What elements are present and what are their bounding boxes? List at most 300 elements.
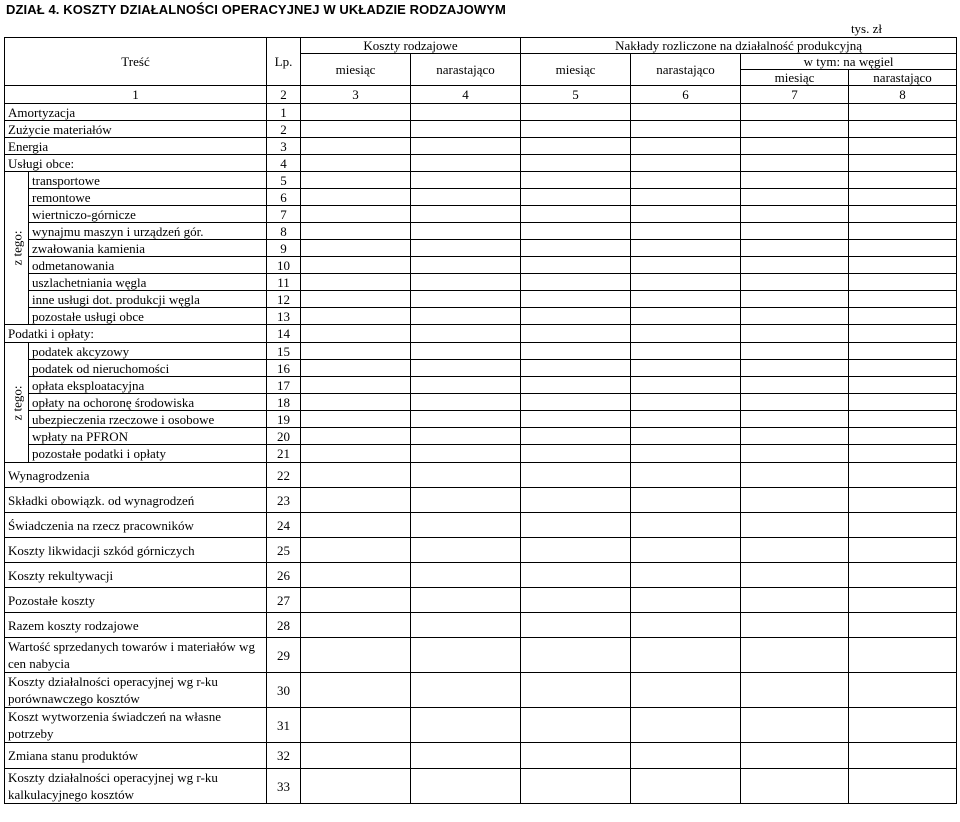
row-lp: 32 [267, 743, 301, 769]
value-cell[interactable] [741, 291, 849, 308]
row-lp: 23 [267, 488, 301, 513]
costs-table [4, 37, 957, 804]
value-cell[interactable] [631, 138, 741, 155]
table-row [5, 104, 957, 121]
value-cell[interactable] [741, 308, 849, 325]
value-cell[interactable] [741, 377, 849, 394]
value-cell[interactable] [849, 743, 957, 769]
row-lp: 13 [267, 308, 301, 325]
value-cell[interactable] [741, 155, 849, 172]
value-cell[interactable] [411, 257, 521, 274]
value-cell[interactable] [521, 463, 631, 488]
value-cell[interactable] [849, 240, 957, 257]
value-cell[interactable] [631, 377, 741, 394]
table-row [5, 257, 957, 274]
row-label: transportowe [29, 172, 267, 189]
value-cell[interactable] [411, 206, 521, 223]
row-lp: 5 [267, 172, 301, 189]
value-cell[interactable] [849, 138, 957, 155]
value-cell[interactable] [741, 189, 849, 206]
header-naklady: Nakłady rozliczone na działalność produkcyjną [521, 38, 957, 54]
value-cell[interactable] [411, 343, 521, 360]
col-number: 5 [521, 86, 631, 104]
col-number: 6 [631, 86, 741, 104]
value-cell[interactable] [849, 538, 957, 563]
row-label: wynajmu maszyn i urządzeń gór. [29, 223, 267, 240]
value-cell[interactable] [741, 588, 849, 613]
value-cell[interactable] [301, 673, 411, 708]
value-cell[interactable] [411, 138, 521, 155]
value-cell[interactable] [411, 360, 521, 377]
value-cell[interactable] [741, 206, 849, 223]
value-cell[interactable] [521, 206, 631, 223]
value-cell[interactable] [521, 613, 631, 638]
value-cell[interactable] [631, 343, 741, 360]
value-cell[interactable] [741, 708, 849, 743]
col-number: 8 [849, 86, 957, 104]
value-cell[interactable] [521, 445, 631, 463]
value-cell[interactable] [521, 513, 631, 538]
value-cell[interactable] [741, 638, 849, 673]
value-cell[interactable] [301, 613, 411, 638]
value-cell[interactable] [521, 538, 631, 563]
value-cell[interactable] [301, 343, 411, 360]
row-label: inne usługi dot. produkcji węgla [29, 291, 267, 308]
col-number: 3 [301, 86, 411, 104]
value-cell[interactable] [301, 223, 411, 240]
value-cell[interactable] [849, 394, 957, 411]
value-cell[interactable] [411, 155, 521, 172]
value-cell[interactable] [301, 488, 411, 513]
table-row [5, 206, 957, 223]
value-cell[interactable] [301, 513, 411, 538]
table-row [5, 463, 957, 488]
value-cell[interactable] [411, 104, 521, 121]
value-cell[interactable] [631, 428, 741, 445]
table-row [5, 325, 957, 343]
value-cell[interactable] [301, 377, 411, 394]
value-cell[interactable] [301, 538, 411, 563]
value-cell[interactable] [631, 513, 741, 538]
value-cell[interactable] [411, 563, 521, 588]
value-cell[interactable] [741, 138, 849, 155]
value-cell[interactable] [411, 613, 521, 638]
value-cell[interactable] [741, 257, 849, 274]
value-cell[interactable] [521, 308, 631, 325]
col-number: 2 [267, 86, 301, 104]
z-tego-label [5, 172, 29, 325]
value-cell[interactable] [741, 428, 849, 445]
value-cell[interactable] [631, 325, 741, 343]
value-cell[interactable] [411, 411, 521, 428]
value-cell[interactable] [631, 538, 741, 563]
z-tego-label [5, 343, 29, 463]
value-cell[interactable] [301, 769, 411, 804]
value-cell[interactable] [521, 394, 631, 411]
table-row [5, 223, 957, 240]
value-cell[interactable] [301, 172, 411, 189]
value-cell[interactable] [849, 206, 957, 223]
value-cell[interactable] [849, 291, 957, 308]
value-cell[interactable] [301, 394, 411, 411]
value-cell[interactable] [631, 638, 741, 673]
value-cell[interactable] [741, 488, 849, 513]
table-row [5, 743, 957, 769]
value-cell[interactable] [631, 708, 741, 743]
row-label: remontowe [29, 189, 267, 206]
value-cell[interactable] [411, 291, 521, 308]
row-lp: 30 [267, 673, 301, 708]
value-cell[interactable] [521, 138, 631, 155]
value-cell[interactable] [849, 104, 957, 121]
row-lp: 21 [267, 445, 301, 463]
row-lp: 14 [267, 325, 301, 343]
value-cell[interactable] [741, 463, 849, 488]
value-cell[interactable] [301, 240, 411, 257]
row-label: podatek od nieruchomości [29, 360, 267, 377]
value-cell[interactable] [521, 291, 631, 308]
table-row [5, 189, 957, 206]
value-cell[interactable] [741, 104, 849, 121]
value-cell[interactable] [521, 428, 631, 445]
row-lp: 9 [267, 240, 301, 257]
value-cell[interactable] [301, 155, 411, 172]
row-lp: 10 [267, 257, 301, 274]
row-label: uszlachetniania węgla [29, 274, 267, 291]
row-label: Koszty działalności operacyjnej wg r-ku porównawczego kosztów [5, 673, 267, 708]
value-cell[interactable] [301, 291, 411, 308]
value-cell[interactable] [849, 513, 957, 538]
value-cell[interactable] [849, 257, 957, 274]
value-cell[interactable] [631, 463, 741, 488]
value-cell[interactable] [301, 121, 411, 138]
value-cell[interactable] [411, 708, 521, 743]
row-lp: 11 [267, 274, 301, 291]
value-cell[interactable] [741, 121, 849, 138]
value-cell[interactable] [411, 588, 521, 613]
value-cell[interactable] [411, 513, 521, 538]
value-cell[interactable] [411, 240, 521, 257]
row-lp: 8 [267, 223, 301, 240]
row-lp: 20 [267, 428, 301, 445]
table-row [5, 411, 957, 428]
value-cell[interactable] [741, 538, 849, 563]
value-cell[interactable] [521, 588, 631, 613]
table-row [5, 488, 957, 513]
table-row [5, 563, 957, 588]
value-cell[interactable] [631, 155, 741, 172]
value-cell[interactable] [521, 638, 631, 673]
value-cell[interactable] [741, 223, 849, 240]
value-cell[interactable] [631, 673, 741, 708]
value-cell[interactable] [301, 138, 411, 155]
row-lp: 16 [267, 360, 301, 377]
value-cell[interactable] [849, 343, 957, 360]
value-cell[interactable] [741, 394, 849, 411]
value-cell[interactable] [521, 121, 631, 138]
col-number: 1 [5, 86, 267, 104]
value-cell[interactable] [631, 588, 741, 613]
value-cell[interactable] [631, 104, 741, 121]
header-n-narastajaco: narastająco [631, 54, 741, 86]
row-label: wpłaty na PFRON [29, 428, 267, 445]
table-row [5, 394, 957, 411]
table-row [5, 138, 957, 155]
row-lp: 2 [267, 121, 301, 138]
value-cell[interactable] [849, 563, 957, 588]
value-cell[interactable] [631, 445, 741, 463]
value-cell[interactable] [301, 463, 411, 488]
row-lp: 25 [267, 538, 301, 563]
section-title: DZIAŁ 4. KOSZTY DZIAŁALNOŚCI OPERACYJNEJ W UKŁADZIE RODZAJOWYM [6, 2, 506, 17]
row-lp: 19 [267, 411, 301, 428]
table-row [5, 613, 957, 638]
value-cell[interactable] [741, 411, 849, 428]
value-cell[interactable] [521, 411, 631, 428]
value-cell[interactable] [301, 743, 411, 769]
value-cell[interactable] [301, 563, 411, 588]
value-cell[interactable] [849, 121, 957, 138]
table-row [5, 274, 957, 291]
value-cell[interactable] [741, 445, 849, 463]
value-cell[interactable] [301, 189, 411, 206]
value-cell[interactable] [301, 708, 411, 743]
row-label: Usługi obce: [5, 155, 267, 172]
value-cell[interactable] [741, 172, 849, 189]
value-cell[interactable] [741, 274, 849, 291]
table-row [5, 513, 957, 538]
col-number: 4 [411, 86, 521, 104]
value-cell[interactable] [631, 257, 741, 274]
row-label: Koszty działalności operacyjnej wg r-ku kalkulacyjnego kosztów [5, 769, 267, 804]
value-cell[interactable] [411, 189, 521, 206]
header-koszty-rodzajowe: Koszty rodzajowe [301, 38, 521, 54]
table-row [5, 538, 957, 563]
value-cell[interactable] [631, 743, 741, 769]
value-cell[interactable] [301, 257, 411, 274]
row-label: Podatki i opłaty: [5, 325, 267, 343]
table-row [5, 377, 957, 394]
value-cell[interactable] [741, 343, 849, 360]
value-cell[interactable] [741, 673, 849, 708]
value-cell[interactable] [301, 428, 411, 445]
value-cell[interactable] [849, 613, 957, 638]
value-cell[interactable] [411, 445, 521, 463]
value-cell[interactable] [411, 743, 521, 769]
value-cell[interactable] [631, 563, 741, 588]
value-cell[interactable] [521, 155, 631, 172]
value-cell[interactable] [521, 104, 631, 121]
value-cell[interactable] [849, 189, 957, 206]
value-cell[interactable] [849, 325, 957, 343]
value-cell[interactable] [849, 428, 957, 445]
table-row [5, 708, 957, 743]
table-row [5, 155, 957, 172]
header-wt-narastajaco: narastająco [849, 70, 957, 86]
value-cell[interactable] [521, 223, 631, 240]
row-lp: 27 [267, 588, 301, 613]
row-label: opłata eksploatacyjna [29, 377, 267, 394]
table-row [5, 172, 957, 189]
value-cell[interactable] [521, 360, 631, 377]
value-cell[interactable] [849, 638, 957, 673]
row-lp: 29 [267, 638, 301, 673]
value-cell[interactable] [411, 638, 521, 673]
table-row [5, 240, 957, 257]
header-kr-miesiac: miesiąc [301, 54, 411, 86]
value-cell[interactable] [631, 769, 741, 804]
value-cell[interactable] [631, 394, 741, 411]
value-cell[interactable] [301, 308, 411, 325]
value-cell[interactable] [411, 172, 521, 189]
value-cell[interactable] [741, 360, 849, 377]
value-cell[interactable] [411, 394, 521, 411]
value-cell[interactable] [521, 189, 631, 206]
row-label: Składki obowiązk. od wynagrodzeń [5, 488, 267, 513]
value-cell[interactable] [741, 240, 849, 257]
value-cell[interactable] [411, 673, 521, 708]
value-cell[interactable] [849, 588, 957, 613]
value-cell[interactable] [521, 708, 631, 743]
row-label: Pozostałe koszty [5, 588, 267, 613]
value-cell[interactable] [631, 206, 741, 223]
value-cell[interactable] [741, 513, 849, 538]
row-label: pozostałe usługi obce [29, 308, 267, 325]
row-label: Razem koszty rodzajowe [5, 613, 267, 638]
value-cell[interactable] [301, 104, 411, 121]
value-cell[interactable] [849, 708, 957, 743]
row-label: Koszty likwidacji szkód górniczych [5, 538, 267, 563]
table-row [5, 308, 957, 325]
value-cell[interactable] [301, 360, 411, 377]
value-cell[interactable] [849, 673, 957, 708]
value-cell[interactable] [849, 308, 957, 325]
value-cell[interactable] [301, 411, 411, 428]
value-cell[interactable] [521, 274, 631, 291]
value-cell[interactable] [521, 343, 631, 360]
value-cell[interactable] [301, 274, 411, 291]
header-kr-narastajaco: narastająco [411, 54, 521, 86]
value-cell[interactable] [849, 360, 957, 377]
value-cell[interactable] [849, 155, 957, 172]
value-cell[interactable] [631, 613, 741, 638]
value-cell[interactable] [411, 538, 521, 563]
value-cell[interactable] [521, 673, 631, 708]
value-cell[interactable] [631, 291, 741, 308]
row-lp: 26 [267, 563, 301, 588]
value-cell[interactable] [631, 360, 741, 377]
value-cell[interactable] [411, 377, 521, 394]
value-cell[interactable] [411, 463, 521, 488]
value-cell[interactable] [521, 743, 631, 769]
value-cell[interactable] [521, 172, 631, 189]
row-lp: 33 [267, 769, 301, 804]
value-cell[interactable] [521, 240, 631, 257]
value-cell[interactable] [741, 325, 849, 343]
value-cell[interactable] [631, 411, 741, 428]
table-row [5, 445, 957, 463]
value-cell[interactable] [301, 325, 411, 343]
value-cell[interactable] [521, 377, 631, 394]
value-cell[interactable] [411, 308, 521, 325]
value-cell[interactable] [631, 189, 741, 206]
value-cell[interactable] [301, 206, 411, 223]
row-lp: 28 [267, 613, 301, 638]
value-cell[interactable] [849, 488, 957, 513]
value-cell[interactable] [741, 613, 849, 638]
value-cell[interactable] [521, 769, 631, 804]
value-cell[interactable] [849, 445, 957, 463]
row-label: Koszty rekultywacji [5, 563, 267, 588]
table-row [5, 588, 957, 613]
value-cell[interactable] [301, 445, 411, 463]
value-cell[interactable] [631, 172, 741, 189]
value-cell[interactable] [631, 240, 741, 257]
row-label: Koszt wytworzenia świadczeń na własne potrzeby [5, 708, 267, 743]
value-cell[interactable] [631, 488, 741, 513]
header-w-tym: w tym: na węgiel [741, 54, 957, 70]
z-tego-text: z tego: [9, 384, 24, 421]
row-lp: 24 [267, 513, 301, 538]
table-row [5, 428, 957, 445]
value-cell[interactable] [849, 223, 957, 240]
header-lp: Lp. [267, 38, 301, 86]
value-cell[interactable] [741, 743, 849, 769]
row-lp: 22 [267, 463, 301, 488]
value-cell[interactable] [411, 223, 521, 240]
value-cell[interactable] [411, 325, 521, 343]
value-cell[interactable] [521, 488, 631, 513]
value-cell[interactable] [849, 411, 957, 428]
row-lp: 7 [267, 206, 301, 223]
value-cell[interactable] [411, 488, 521, 513]
value-cell[interactable] [849, 377, 957, 394]
row-label: Wartość sprzedanych towarów i materiałów wg cen nabycia [5, 638, 267, 673]
value-cell[interactable] [631, 308, 741, 325]
row-label: Energia [5, 138, 267, 155]
value-cell[interactable] [411, 428, 521, 445]
value-cell[interactable] [849, 172, 957, 189]
value-cell[interactable] [411, 274, 521, 291]
row-label: odmetanowania [29, 257, 267, 274]
value-cell[interactable] [411, 121, 521, 138]
table-row [5, 121, 957, 138]
row-label: zwałowania kamienia [29, 240, 267, 257]
value-cell[interactable] [849, 769, 957, 804]
value-cell[interactable] [521, 563, 631, 588]
value-cell[interactable] [411, 769, 521, 804]
table-row [5, 673, 957, 708]
value-cell[interactable] [631, 121, 741, 138]
value-cell[interactable] [631, 274, 741, 291]
value-cell[interactable] [741, 769, 849, 804]
value-cell[interactable] [301, 588, 411, 613]
value-cell[interactable] [849, 463, 957, 488]
value-cell[interactable] [521, 325, 631, 343]
row-lp: 12 [267, 291, 301, 308]
value-cell[interactable] [741, 563, 849, 588]
value-cell[interactable] [849, 274, 957, 291]
row-lp: 17 [267, 377, 301, 394]
row-label: wiertniczo-górnicze [29, 206, 267, 223]
row-label: Amortyzacja [5, 104, 267, 121]
row-lp: 4 [267, 155, 301, 172]
value-cell[interactable] [301, 638, 411, 673]
value-cell[interactable] [631, 223, 741, 240]
value-cell[interactable] [521, 257, 631, 274]
row-lp: 6 [267, 189, 301, 206]
unit-label: tys. zł [850, 21, 882, 36]
